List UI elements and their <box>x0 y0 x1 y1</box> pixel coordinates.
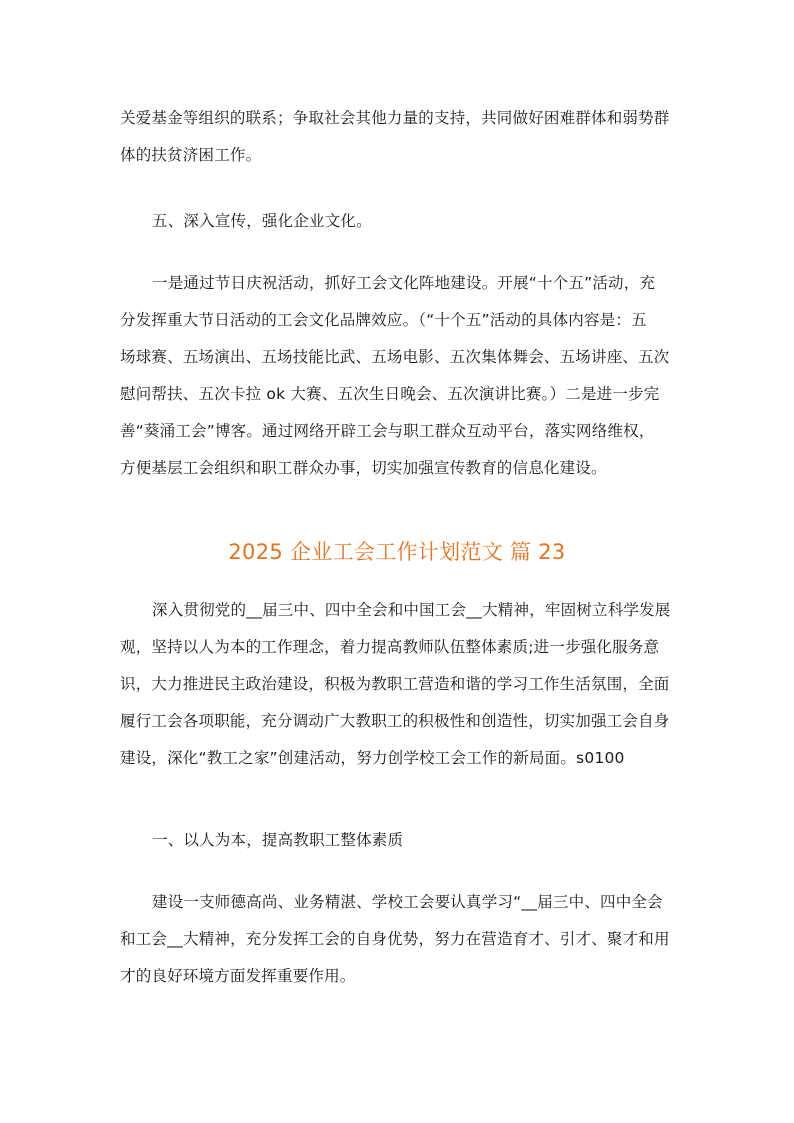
paragraph-line: 关爱基金等组织的联系；争取社会其他力量的支持，共同做好困难群体和弱势群 <box>120 109 670 127</box>
paragraph-line: 深入贯彻党的__届三中、四中全会和中国工会__大精神，牢固树立科学发展 <box>152 601 671 619</box>
paragraph-line: 慰问帮扶、五次卡拉 ok 大赛、五次生日晚会、五次演讲比赛。）二是进一步完 <box>120 385 660 403</box>
paragraph-line: 才的良好环境方面发挥重要作用。 <box>120 967 356 985</box>
paragraph-line: 善“葵涌工会”博客。通过网络开辟工会与职工群众互动平台，落实网络维权， <box>120 422 655 440</box>
section-heading-text: 五、深入宣传，强化企业文化。 <box>152 212 372 230</box>
paragraph-line: 建设一支师德高尚、业务精湛、学校工会要认真学习“__届三中、四中全会 <box>152 893 663 911</box>
paragraph-line: 分发挥重大节日活动的工会文化品牌效应。（“十个五”活动的具体内容是：五 <box>120 311 647 329</box>
paragraph-line: 体的扶贫济困工作。 <box>120 146 262 164</box>
paragraph-line: 一是通过节日庆祝活动，抓好工会文化阵地建设。开展“十个五”活动，充 <box>152 274 656 292</box>
paragraph-line: 履行工会各项职能，充分调动广大教职工的积极性和创造性，切实加强工会自身 <box>120 712 670 730</box>
paragraph-line: 场球赛、五场演出、五场技能比武、五场电影、五次集体舞会、五场讲座、五次 <box>120 348 670 366</box>
paragraph-line: 和工会__大精神，充分发挥工会的自身优势，努力在营造育才、引才、聚才和用 <box>120 930 670 948</box>
paragraph-6 <box>120 884 680 995</box>
paragraph-1 <box>120 100 680 174</box>
paragraph-line: 方便基层工会组织和职工群众办事，切实加强宣传教育的信息化建设。 <box>120 459 607 477</box>
paragraph-line: 建设，深化“教工之家”创建活动，努力创学校工会工作的新局面。s0100 <box>120 749 625 767</box>
paragraph-line: 识，大力推进民主政治建设，积极为教职工营造和谐的学习工作生活氛围，全面 <box>120 675 670 693</box>
section-heading-text: 一、以人为本，提高教职工整体素质 <box>152 831 404 849</box>
section-heading-1 <box>120 822 680 859</box>
section-heading-5 <box>120 203 680 240</box>
paragraph-4 <box>120 592 680 777</box>
paragraph-3 <box>120 265 680 487</box>
paragraph-line: 观，坚持以人为本的工作理念，着力提高教师队伍整体素质;进一步强化服务意 <box>120 638 660 656</box>
article-heading: 2025 企业工会工作计划范文 篇 23 <box>228 540 566 564</box>
